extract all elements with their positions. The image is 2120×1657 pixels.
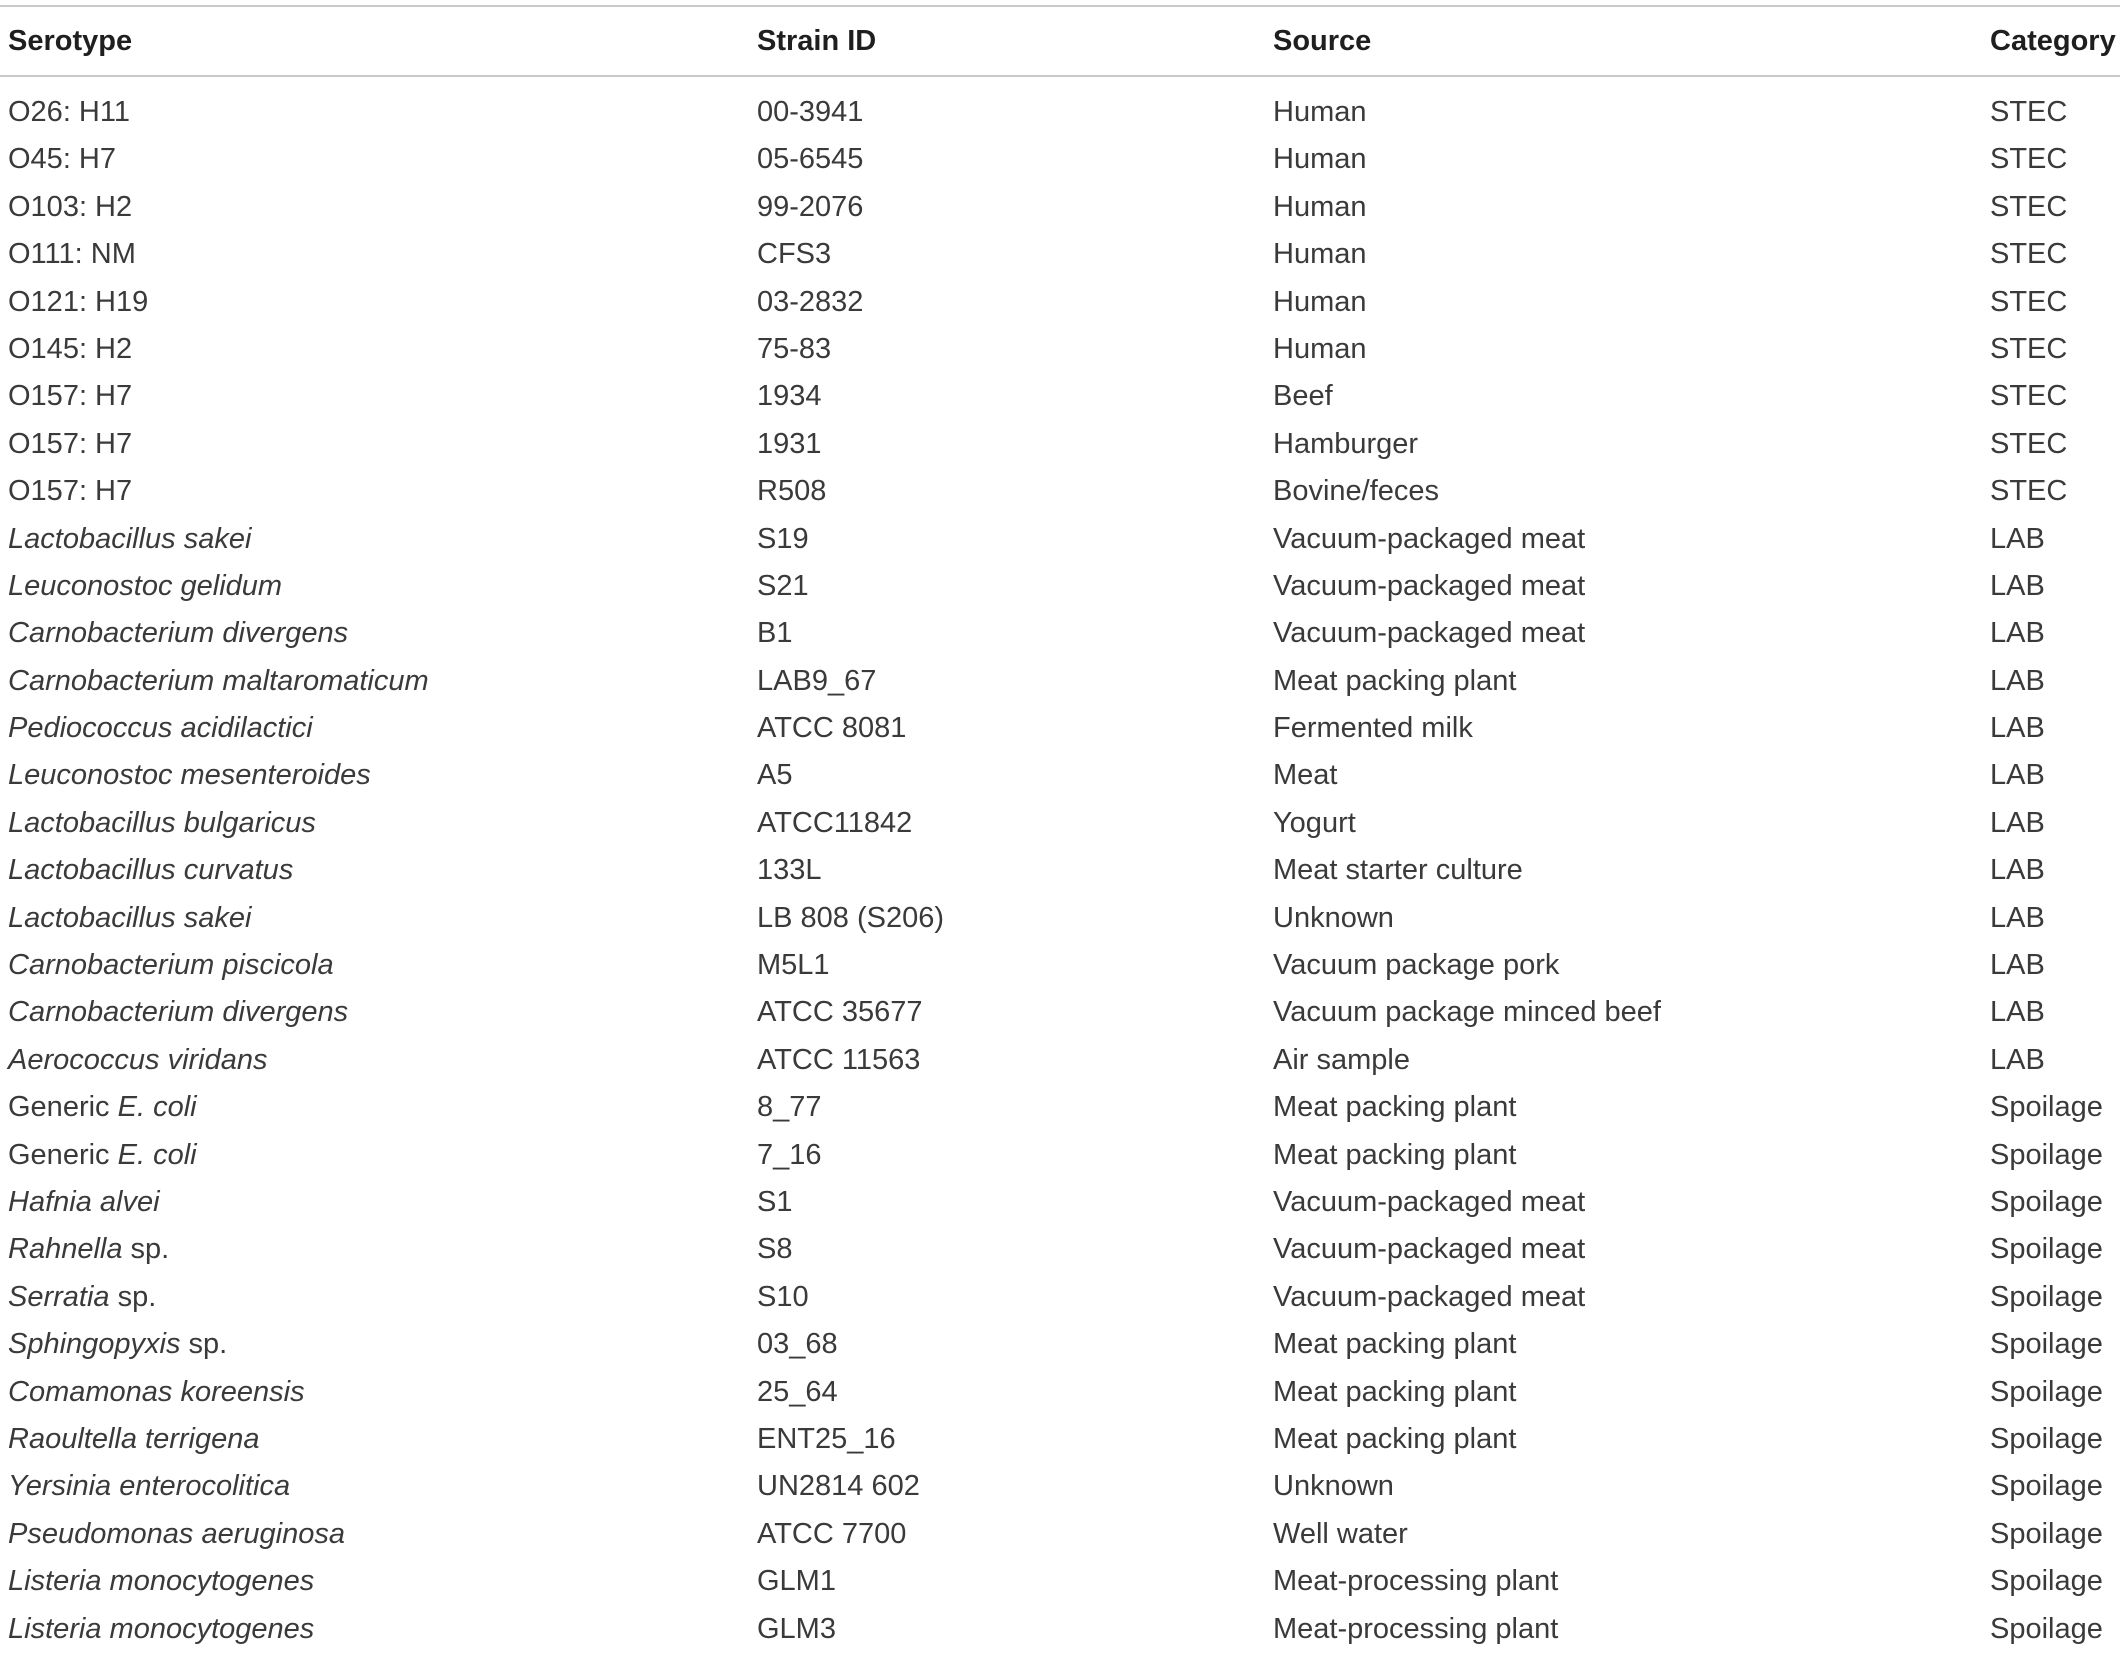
cell-source: Meat packing plant [1273, 1375, 1517, 1408]
table-row [0, 1610, 2120, 1657]
table-row [0, 1136, 2120, 1183]
cell-serotype [8, 662, 429, 700]
cell-serotype [8, 1373, 305, 1411]
table-row [0, 1420, 2120, 1467]
table-row [0, 946, 2120, 993]
header-serotype: Serotype [8, 25, 133, 57]
cell-source: Human [1273, 190, 1367, 223]
serotype-italic-segment: E. coli [117, 1138, 197, 1171]
cell-category: LAB [1990, 617, 2045, 650]
cell-serotype [8, 709, 313, 747]
cell-serotype [8, 614, 348, 652]
cell-source: Human [1273, 238, 1367, 271]
cell-category: Spoilage [1990, 1185, 2103, 1218]
cell-serotype [8, 946, 334, 984]
table-row [0, 851, 2120, 898]
serotype-text-segment: Generic [8, 1138, 118, 1171]
serotype-italic-segment: Carnobacterium maltaromaticum [8, 664, 429, 697]
cell-serotype [8, 1610, 314, 1648]
cell-strain-id: CFS3 [757, 238, 832, 271]
cell-source: Fermented milk [1273, 712, 1473, 745]
cell-category: LAB [1990, 664, 2045, 697]
cell-strain-id: 05-6545 [757, 143, 864, 176]
cell-strain-id: LB 808 (S206) [757, 901, 945, 934]
cell-serotype [8, 1467, 290, 1505]
serotype-text-segment: sp. [109, 1280, 157, 1313]
cell-category: STEC [1990, 285, 2068, 318]
serotype-text-segment: Generic [8, 1091, 118, 1124]
cell-strain-id: 133L [757, 854, 822, 887]
table-row [0, 283, 2120, 330]
cell-category: STEC [1990, 332, 2068, 365]
table-row [0, 1467, 2120, 1514]
cell-strain-id: 75-83 [757, 332, 832, 365]
table-row [0, 1278, 2120, 1325]
cell-category: LAB [1990, 949, 2045, 982]
serotype-text-segment: O157: H7 [8, 475, 133, 508]
cell-serotype [8, 567, 282, 605]
table-row [0, 993, 2120, 1040]
cell-strain-id: ATCC 8081 [757, 712, 907, 745]
cell-strain-id: ATCC11842 [757, 806, 913, 839]
cell-category: Spoilage [1990, 1517, 2103, 1550]
cell-serotype [8, 1088, 197, 1126]
cell-category: LAB [1990, 569, 2045, 602]
serotype-text-segment: O103: H2 [8, 190, 133, 223]
serotype-italic-segment: Serratia [8, 1280, 110, 1313]
cell-category: STEC [1990, 475, 2068, 508]
cell-category: LAB [1990, 806, 2045, 839]
cell-strain-id: UN2814 602 [757, 1470, 920, 1503]
cell-serotype [8, 1183, 160, 1221]
cell-serotype [8, 1278, 156, 1316]
serotype-italic-segment: Lactobacillus sakei [8, 901, 252, 934]
table-row [0, 140, 2120, 187]
cell-serotype [8, 1515, 345, 1553]
cell-strain-id: A5 [757, 759, 793, 792]
serotype-italic-segment: E. coli [117, 1091, 197, 1124]
table-row [0, 188, 2120, 235]
cell-category: Spoilage [1990, 1091, 2103, 1124]
serotype-text-segment: sp. [180, 1328, 228, 1361]
cell-serotype [8, 1420, 259, 1458]
cell-category: LAB [1990, 901, 2045, 934]
table-row [0, 520, 2120, 567]
table-row [0, 1515, 2120, 1562]
cell-category: STEC [1990, 427, 2068, 460]
table-row [0, 1088, 2120, 1135]
cell-source: Vacuum package minced beef [1273, 996, 1661, 1029]
cell-serotype [8, 425, 132, 463]
serotype-italic-segment: Rahnella [8, 1233, 123, 1266]
cell-serotype [8, 756, 371, 794]
cell-source: Meat starter culture [1273, 854, 1523, 887]
cell-source: Hamburger [1273, 427, 1419, 460]
cell-serotype [8, 1136, 197, 1174]
cell-category: LAB [1990, 522, 2045, 555]
serotype-italic-segment: Pseudomonas aeruginosa [8, 1517, 345, 1550]
cell-serotype [8, 851, 293, 889]
cell-strain-id: S19 [757, 522, 809, 555]
cell-serotype [8, 1041, 268, 1079]
cell-strain-id: 7_16 [757, 1138, 822, 1171]
table-row [0, 93, 2120, 140]
table-row [0, 899, 2120, 946]
serotype-italic-segment: Pediococcus acidilactici [8, 712, 313, 745]
table-row [0, 330, 2120, 377]
serotype-italic-segment: Leuconostoc mesenteroides [8, 759, 371, 792]
cell-source: Vacuum-packaged meat [1273, 1233, 1586, 1266]
serotype-italic-segment: Lactobacillus bulgaricus [8, 806, 316, 839]
cell-source: Human [1273, 332, 1367, 365]
cell-strain-id: 03-2832 [757, 285, 864, 318]
cell-serotype [8, 330, 132, 368]
cell-strain-id: ATCC 35677 [757, 996, 923, 1029]
cell-source: Vacuum-packaged meat [1273, 522, 1586, 555]
table-row [0, 472, 2120, 519]
table-body [0, 93, 2120, 1657]
table-row [0, 1041, 2120, 1088]
cell-category: STEC [1990, 96, 2068, 128]
cell-strain-id: 99-2076 [757, 190, 864, 223]
cell-strain-id: ATCC 11563 [757, 1043, 921, 1076]
cell-source: Human [1273, 96, 1367, 128]
cell-source: Meat packing plant [1273, 1138, 1517, 1171]
table-row [0, 1325, 2120, 1372]
cell-serotype [8, 993, 348, 1031]
cell-category: Spoilage [1990, 1233, 2103, 1266]
serotype-italic-segment: Sphingopyxis [8, 1328, 181, 1361]
serotype-text-segment: O157: H7 [8, 380, 133, 413]
cell-strain-id: GLM3 [757, 1612, 836, 1645]
serotype-italic-segment: Comamonas koreensis [8, 1375, 305, 1408]
cell-serotype [8, 804, 316, 842]
table-row [0, 709, 2120, 756]
cell-strain-id: 1931 [757, 427, 822, 460]
serotype-text-segment: sp. [122, 1233, 170, 1266]
serotype-text-segment: O45: H7 [8, 143, 116, 176]
cell-source: Meat-processing plant [1273, 1612, 1559, 1645]
table-row [0, 1230, 2120, 1277]
cell-strain-id: S21 [757, 569, 809, 602]
cell-strain-id: ENT25_16 [757, 1422, 896, 1455]
cell-source: Meat packing plant [1273, 1091, 1517, 1124]
cell-serotype [8, 1325, 227, 1363]
serotype-italic-segment: Aerococcus viridans [8, 1043, 268, 1076]
cell-strain-id: 00-3941 [757, 96, 864, 128]
table-row [0, 614, 2120, 661]
header-strain-id: Strain ID [757, 25, 877, 57]
cell-serotype [8, 140, 116, 178]
table-row [0, 377, 2120, 424]
serotype-italic-segment: Hafnia alvei [8, 1185, 160, 1218]
header-category: Category [1990, 25, 2116, 57]
cell-source: Vacuum-packaged meat [1273, 1185, 1586, 1218]
cell-source: Meat [1273, 759, 1338, 792]
cell-category: STEC [1990, 190, 2068, 223]
cell-category: Spoilage [1990, 1612, 2103, 1645]
cell-category: STEC [1990, 143, 2068, 176]
cell-source: Vacuum-packaged meat [1273, 569, 1586, 602]
cell-source: Unknown [1273, 1470, 1394, 1503]
cell-category: Spoilage [1990, 1328, 2103, 1361]
cell-source: Vacuum-packaged meat [1273, 617, 1586, 650]
cell-source: Well water [1273, 1517, 1408, 1550]
cell-category: Spoilage [1990, 1138, 2103, 1171]
table-top-rule [0, 5, 2120, 7]
table-header-rule [0, 75, 2120, 77]
serotype-italic-segment: Raoultella terrigena [8, 1422, 260, 1455]
cell-strain-id: S8 [757, 1233, 793, 1266]
table-row [0, 756, 2120, 803]
cell-source: Meat packing plant [1273, 664, 1517, 697]
cell-strain-id: ATCC 7700 [757, 1517, 907, 1550]
cell-category: STEC [1990, 380, 2068, 413]
cell-strain-id: 8_77 [757, 1091, 822, 1124]
cell-source: Unknown [1273, 901, 1394, 934]
cell-category: Spoilage [1990, 1470, 2103, 1503]
table-row [0, 425, 2120, 472]
cell-strain-id: S10 [757, 1280, 809, 1313]
cell-source: Human [1273, 143, 1367, 176]
cell-strain-id: B1 [757, 617, 793, 650]
cell-serotype [8, 520, 251, 558]
cell-serotype [8, 899, 251, 937]
cell-source: Vacuum-packaged meat [1273, 1280, 1586, 1313]
cell-serotype [8, 1562, 314, 1600]
cell-serotype [8, 235, 136, 273]
table-row [0, 662, 2120, 709]
serotype-italic-segment: Listeria monocytogenes [8, 1612, 315, 1645]
cell-serotype [8, 377, 132, 415]
cell-source: Meat-processing plant [1273, 1565, 1559, 1598]
serotype-text-segment: O145: H2 [8, 332, 133, 365]
table-row [0, 1183, 2120, 1230]
table-row [0, 567, 2120, 614]
cell-strain-id: 25_64 [757, 1375, 838, 1408]
serotype-text-segment: O111: NM [8, 238, 136, 271]
cell-source: Beef [1273, 380, 1333, 413]
serotype-italic-segment: Listeria monocytogenes [8, 1565, 315, 1598]
serotype-italic-segment: Leuconostoc gelidum [8, 569, 283, 602]
cell-strain-id: 1934 [757, 380, 822, 413]
cell-category: Spoilage [1990, 1280, 2103, 1313]
cell-category: LAB [1990, 996, 2045, 1029]
cell-category: Spoilage [1990, 1565, 2103, 1598]
cell-serotype [8, 472, 132, 510]
cell-source: Meat packing plant [1273, 1328, 1517, 1361]
cell-source: Yogurt [1273, 806, 1356, 839]
serotype-italic-segment: Lactobacillus curvatus [8, 854, 294, 887]
cell-source: Vacuum package pork [1273, 949, 1560, 982]
cell-strain-id: R508 [757, 475, 827, 508]
table-row [0, 235, 2120, 282]
cell-source: Human [1273, 285, 1367, 318]
cell-serotype [8, 188, 132, 226]
serotype-italic-segment: Yersinia enterocolitica [8, 1470, 291, 1503]
serotype-text-segment: O157: H7 [8, 427, 133, 460]
cell-category: Spoilage [1990, 1422, 2103, 1455]
cell-category: STEC [1990, 238, 2068, 271]
cell-category: LAB [1990, 759, 2045, 792]
cell-source: Air sample [1273, 1043, 1410, 1076]
cell-serotype [8, 283, 148, 321]
serotype-text-segment: O26: H11 [8, 96, 130, 128]
table-row [0, 1373, 2120, 1420]
serotype-italic-segment: Carnobacterium divergens [8, 996, 349, 1029]
serotype-text-segment: O121: H19 [8, 285, 149, 318]
cell-strain-id: M5L1 [757, 949, 830, 982]
cell-strain-id: GLM1 [757, 1565, 836, 1598]
cell-serotype [8, 93, 130, 131]
cell-category: Spoilage [1990, 1375, 2103, 1408]
table-row [0, 804, 2120, 851]
cell-strain-id: LAB9_67 [757, 664, 877, 697]
header-source: Source [1273, 25, 1372, 57]
table-row [0, 1562, 2120, 1609]
cell-source: Meat packing plant [1273, 1422, 1517, 1455]
cell-serotype [8, 1230, 169, 1268]
serotype-italic-segment: Lactobacillus sakei [8, 522, 252, 555]
table-header-row [0, 8, 2120, 74]
cell-strain-id: 03_68 [757, 1328, 838, 1361]
cell-strain-id: S1 [757, 1185, 793, 1218]
cell-category: LAB [1990, 1043, 2045, 1076]
serotype-italic-segment: Carnobacterium divergens [8, 617, 349, 650]
cell-category: LAB [1990, 854, 2045, 887]
cell-source: Bovine/feces [1273, 475, 1440, 508]
serotype-italic-segment: Carnobacterium piscicola [8, 949, 334, 982]
cell-category: LAB [1990, 712, 2045, 745]
